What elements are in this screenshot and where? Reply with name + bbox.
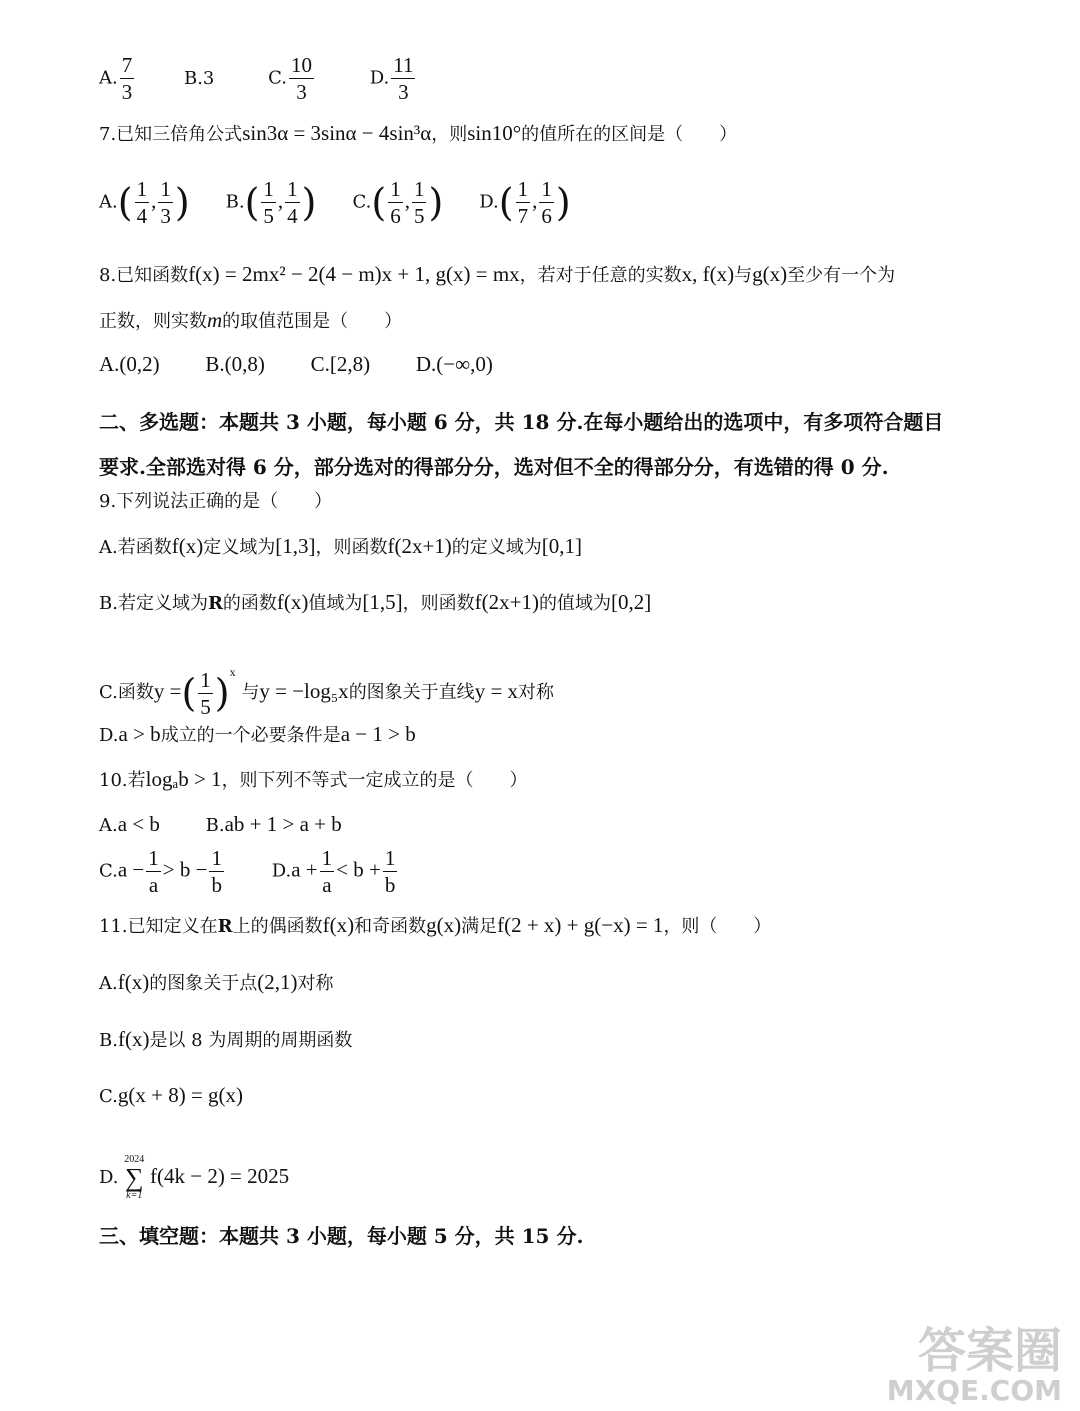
q8-functions: f(x) = 2mx² − 2(4 − m)x + 1, g(x) = mx bbox=[188, 262, 520, 286]
q7-stem: 7.已知三倍角公式sin3α = 3sinα − 4sin³α，则sin10°的值所在的区间是（ ） bbox=[99, 121, 738, 145]
watermark-logo: 答案圈 bbox=[917, 1323, 1062, 1379]
q11-option-d: D. 2024 ∑ k=1 f(4k − 2) = 2025 bbox=[99, 1154, 290, 1201]
q6-option-c: C. $\frac{10}{3}$ bbox=[268, 53, 312, 104]
q9-option-d: D.a > b成立的一个必要条件是a − 1 > b bbox=[99, 722, 416, 746]
section-2-heading-line1: 二、多选题：本题共 3 小题，每小题 6 分，共 18 分.在每小题给出的选项中，有多项符合题目 bbox=[99, 410, 944, 434]
q11-option-a: A.f(x)的图象关于点(2,1)对称 bbox=[99, 970, 334, 994]
q8-stem-line2: 正数，则实数m的取值范围是（ ） bbox=[99, 308, 403, 332]
q10-stem: 10.若logₐb > 1，则下列不等式一定成立的是（ ） bbox=[99, 767, 528, 791]
q7-options bbox=[99, 176, 571, 229]
watermark-text: MXQE.COM bbox=[886, 1374, 1062, 1407]
section-3-heading: 三、填空题：本题共 3 小题，每小题 5 分，共 15 分. bbox=[99, 1224, 584, 1248]
q10-options-ab: A.a < b B.ab + 1 > a + b bbox=[99, 812, 342, 836]
q9-option-c: C.函数y =( $\frac{1}{5}$ )$^x$ 与y = −log₅x的图象关于直线y = x对称 bbox=[99, 665, 555, 719]
q9-option-b: B.若定义域为R的函数f(x)值域为[1,5]，则函数f(2x+1)的值域为[0,2] bbox=[99, 590, 652, 614]
section-2-heading-line2: 要求.全部选对得 6 分，部分选对的得部分分，选对但不全的得部分分，有选错的得 0 分. bbox=[99, 455, 889, 479]
q7-option-d: D.( $\frac{1}{7}$ , $\frac{1}{6}$ ) bbox=[479, 177, 571, 228]
q8-option-b: B.(0,8) bbox=[205, 352, 265, 376]
q6-options bbox=[99, 52, 417, 105]
q10-option-c: C.a − $\frac{1}{a}$ > b − $\frac{1}{b}$ bbox=[99, 846, 222, 897]
q7-option-a: A.( $\frac{1}{4}$ , $\frac{1}{3}$ ) bbox=[99, 177, 190, 228]
q8-options bbox=[99, 352, 493, 378]
q8-option-d: D.(−∞,0) bbox=[415, 352, 493, 376]
q11-option-b: B.f(x)是以 8 为周期的周期函数 bbox=[99, 1027, 353, 1051]
q10-options-cd bbox=[99, 845, 399, 898]
q8-option-a: A.(0,2) bbox=[99, 352, 160, 376]
q11-option-c: C.g(x + 8) = g(x) bbox=[99, 1083, 244, 1107]
summation: 2024 ∑ k=1 bbox=[124, 1154, 145, 1201]
q7-option-b: B.( $\frac{1}{5}$ , $\frac{1}{4}$ ) bbox=[225, 177, 317, 228]
q8-stem-line1: 8.已知函数f(x) = 2mx² − 2(4 − m)x + 1, g(x) = mx，若对于任意的实数x, f(x)与g(x)至少有一个为 bbox=[99, 262, 896, 286]
triple-angle-formula: sin3α = 3sinα − 4sin³α bbox=[242, 121, 432, 145]
q10-option-d: D.a + $\frac{1}{a}$ < b + $\frac{1}{b}$ bbox=[271, 846, 396, 897]
q6-option-b: B.3 bbox=[183, 67, 215, 89]
q9-option-a: A.若函数f(x)定义域为[1,3]，则函数f(2x+1)的定义域为[0,1] bbox=[99, 534, 583, 558]
q8-option-c: C.[2,8) bbox=[310, 352, 371, 376]
q11-stem: 11.已知定义在R上的偶函数f(x)和奇函数g(x)满足f(2 + x) + g(−x) = 1，则（ ） bbox=[99, 913, 772, 937]
q6-option-d: D. $\frac{11}{3}$ bbox=[369, 53, 414, 104]
q9-stem: 9.下列说法正确的是（ ） bbox=[99, 491, 333, 512]
q7-option-c: C.( $\frac{1}{6}$ , $\frac{1}{5}$ ) bbox=[352, 177, 444, 228]
q6-option-a: A. $\frac{7}{3}$ bbox=[99, 53, 133, 104]
